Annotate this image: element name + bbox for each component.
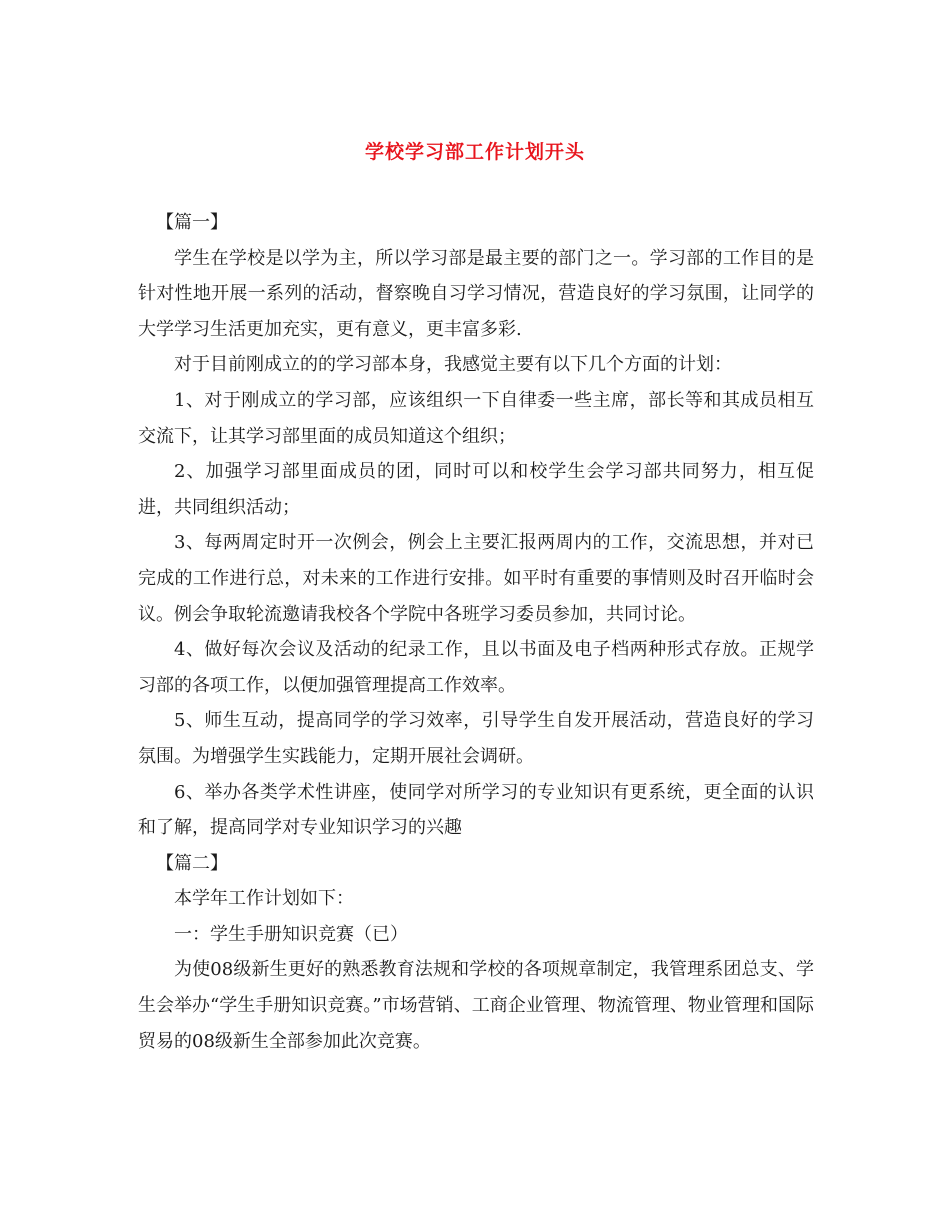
list-item: 3、每两周定时开一次例会，例会上主要汇报两周内的工作，交流思想，并对已完成的工作进行总，对未来的工作进行安排。如平时有重要的事情则及时召开临时会议。例会争取轮流邀请我校各个学院中各班学习委员参加，共同讨论。 [138,532,814,625]
section-heading-2: 【篇二】 [156,852,228,874]
list-item: 6、举办各类学术性讲座，使同学对所学习的专业知识有更系统，更全面的认识和了解，提高同学对专业知识学习的兴趣 [138,781,814,839]
list-item: 4、做好每次会议及活动的纪录工作，且以书面及电子档两种形式存放。正规学习部的各项工作，以便加强管理提高工作效率。 [138,639,814,696]
paragraph: 为使08级新生更好的熟悉教育法规和学校的各项规章制定，我管理系团总支、学生会举办“学生手册知识竞赛。”市场营销、工商企业管理、物流管理、物业管理和国际贸易的08级新生全部参加此次竞赛。 [138,959,814,1052]
list-item: 1、对于刚成立的学习部，应该组织一下自律委一些主席，部长等和其成员相互交流下，让其学习部里面的成员知道这个组织； [138,389,814,447]
paragraph: 学生在学校是以学为主，所以学习部是最主要的部门之一。学习部的工作目的是针对性地开展一系列的活动，督察晚自习学习情况，营造良好的学习氛围，让同学的大学学习生活更加充实，更有意义，更丰富多彩. [138,247,814,340]
section-heading-1: 【篇一】 [156,212,228,233]
paragraph: 本学年工作计划如下： [174,888,354,910]
paragraph: 一：学生手册知识竞赛（已） [174,923,408,945]
paragraph: 对于目前刚成立的的学习部本身，我感觉主要有以下几个方面的计划： [174,354,732,376]
document-body [138,205,814,1059]
list-item: 2、加强学习部里面成员的团，同时可以和校学生会学习部共同努力，相互促进，共同组织活动； [138,461,814,518]
document-title: 学校学习部工作计划开头 [364,141,585,163]
list-item: 5、师生互动，提高同学的学习效率，引导学生自发开展活动，营造良好的学习氛围。为增强学生实践能力，定期开展社会调研。 [138,710,814,767]
